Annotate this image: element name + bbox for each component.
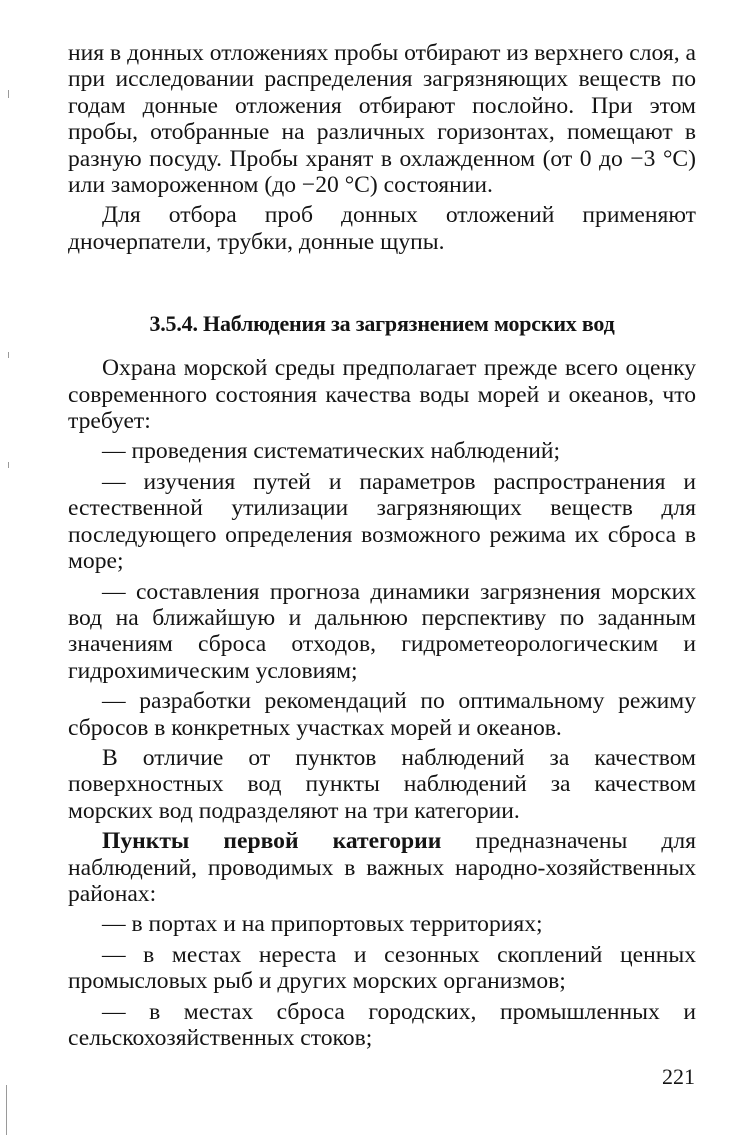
- list-item: — составления прогноза динамики загрязнения морских вод на ближайшую и дальнюю перспективу по заданным значениям сброса отходов, гидрометеорологическим и гидрохимическим условиям;: [68, 578, 696, 684]
- scan-artifact: [6, 1085, 7, 1135]
- intro-paragraph: Для отбора проб донных отложений применяют дночерпатели, трубки, донные щупы.: [68, 202, 696, 255]
- section-paragraph: Охрана морской среды предполагает прежде всего оценку современного состояния качества воды морей и океанов, что требует:: [68, 355, 696, 435]
- scan-artifact: [8, 352, 9, 358]
- list-item: — в портах и на припортовых территориях;: [102, 911, 543, 938]
- list-item: — изучения путей и параметров распространения и естественной утилизации загрязняющих веществ для последующего определения возможного режима их сброса в море;: [68, 468, 696, 575]
- document-page: [68, 40, 696, 1051]
- category-description: предназначены для наблюдений, проводимых в важных народно-хозяйственных районах:: [68, 828, 696, 907]
- page-number: 221: [662, 1064, 695, 1089]
- scan-artifact: [8, 462, 9, 468]
- section-paragraph: В отличие от пунктов наблюдений за качеством поверхностных вод пункты наблюдений за качеством морских вод подразделяют на три категории.: [68, 744, 696, 824]
- list-item: — разработки рекомендаций по оптимальному режиму сбросов в конкретных участках морей и океанов.: [68, 688, 696, 741]
- list-item: — в местах сброса городских, промышленных и сельскохозяйственных стоков;: [68, 998, 696, 1051]
- intro-paragraph: ния в донных отложениях пробы отбирают из верхнего слоя, а при исследовании распределения загрязняющих веществ по годам донные отложения отбирают послойно. При этом пробы, отобранные на различных горизонтах, помещают в разную посуду. Пробы хранят в охлажденном (от 0 до −3 °С) или замороженном (до −20 °С) состоянии.: [68, 40, 696, 199]
- category-paragraph: [68, 828, 696, 907]
- category-term: Пункты первой категории: [102, 828, 442, 855]
- list-item: — проведения систематических наблюдений;: [102, 438, 561, 465]
- section-heading: 3.5.4. Наблюдения за загрязнением морских вод: [149, 311, 615, 337]
- list-item: — в местах нереста и сезонных скоплений ценных промысловых рыб и других морских организмов;: [68, 941, 696, 995]
- scan-artifact: [8, 90, 9, 98]
